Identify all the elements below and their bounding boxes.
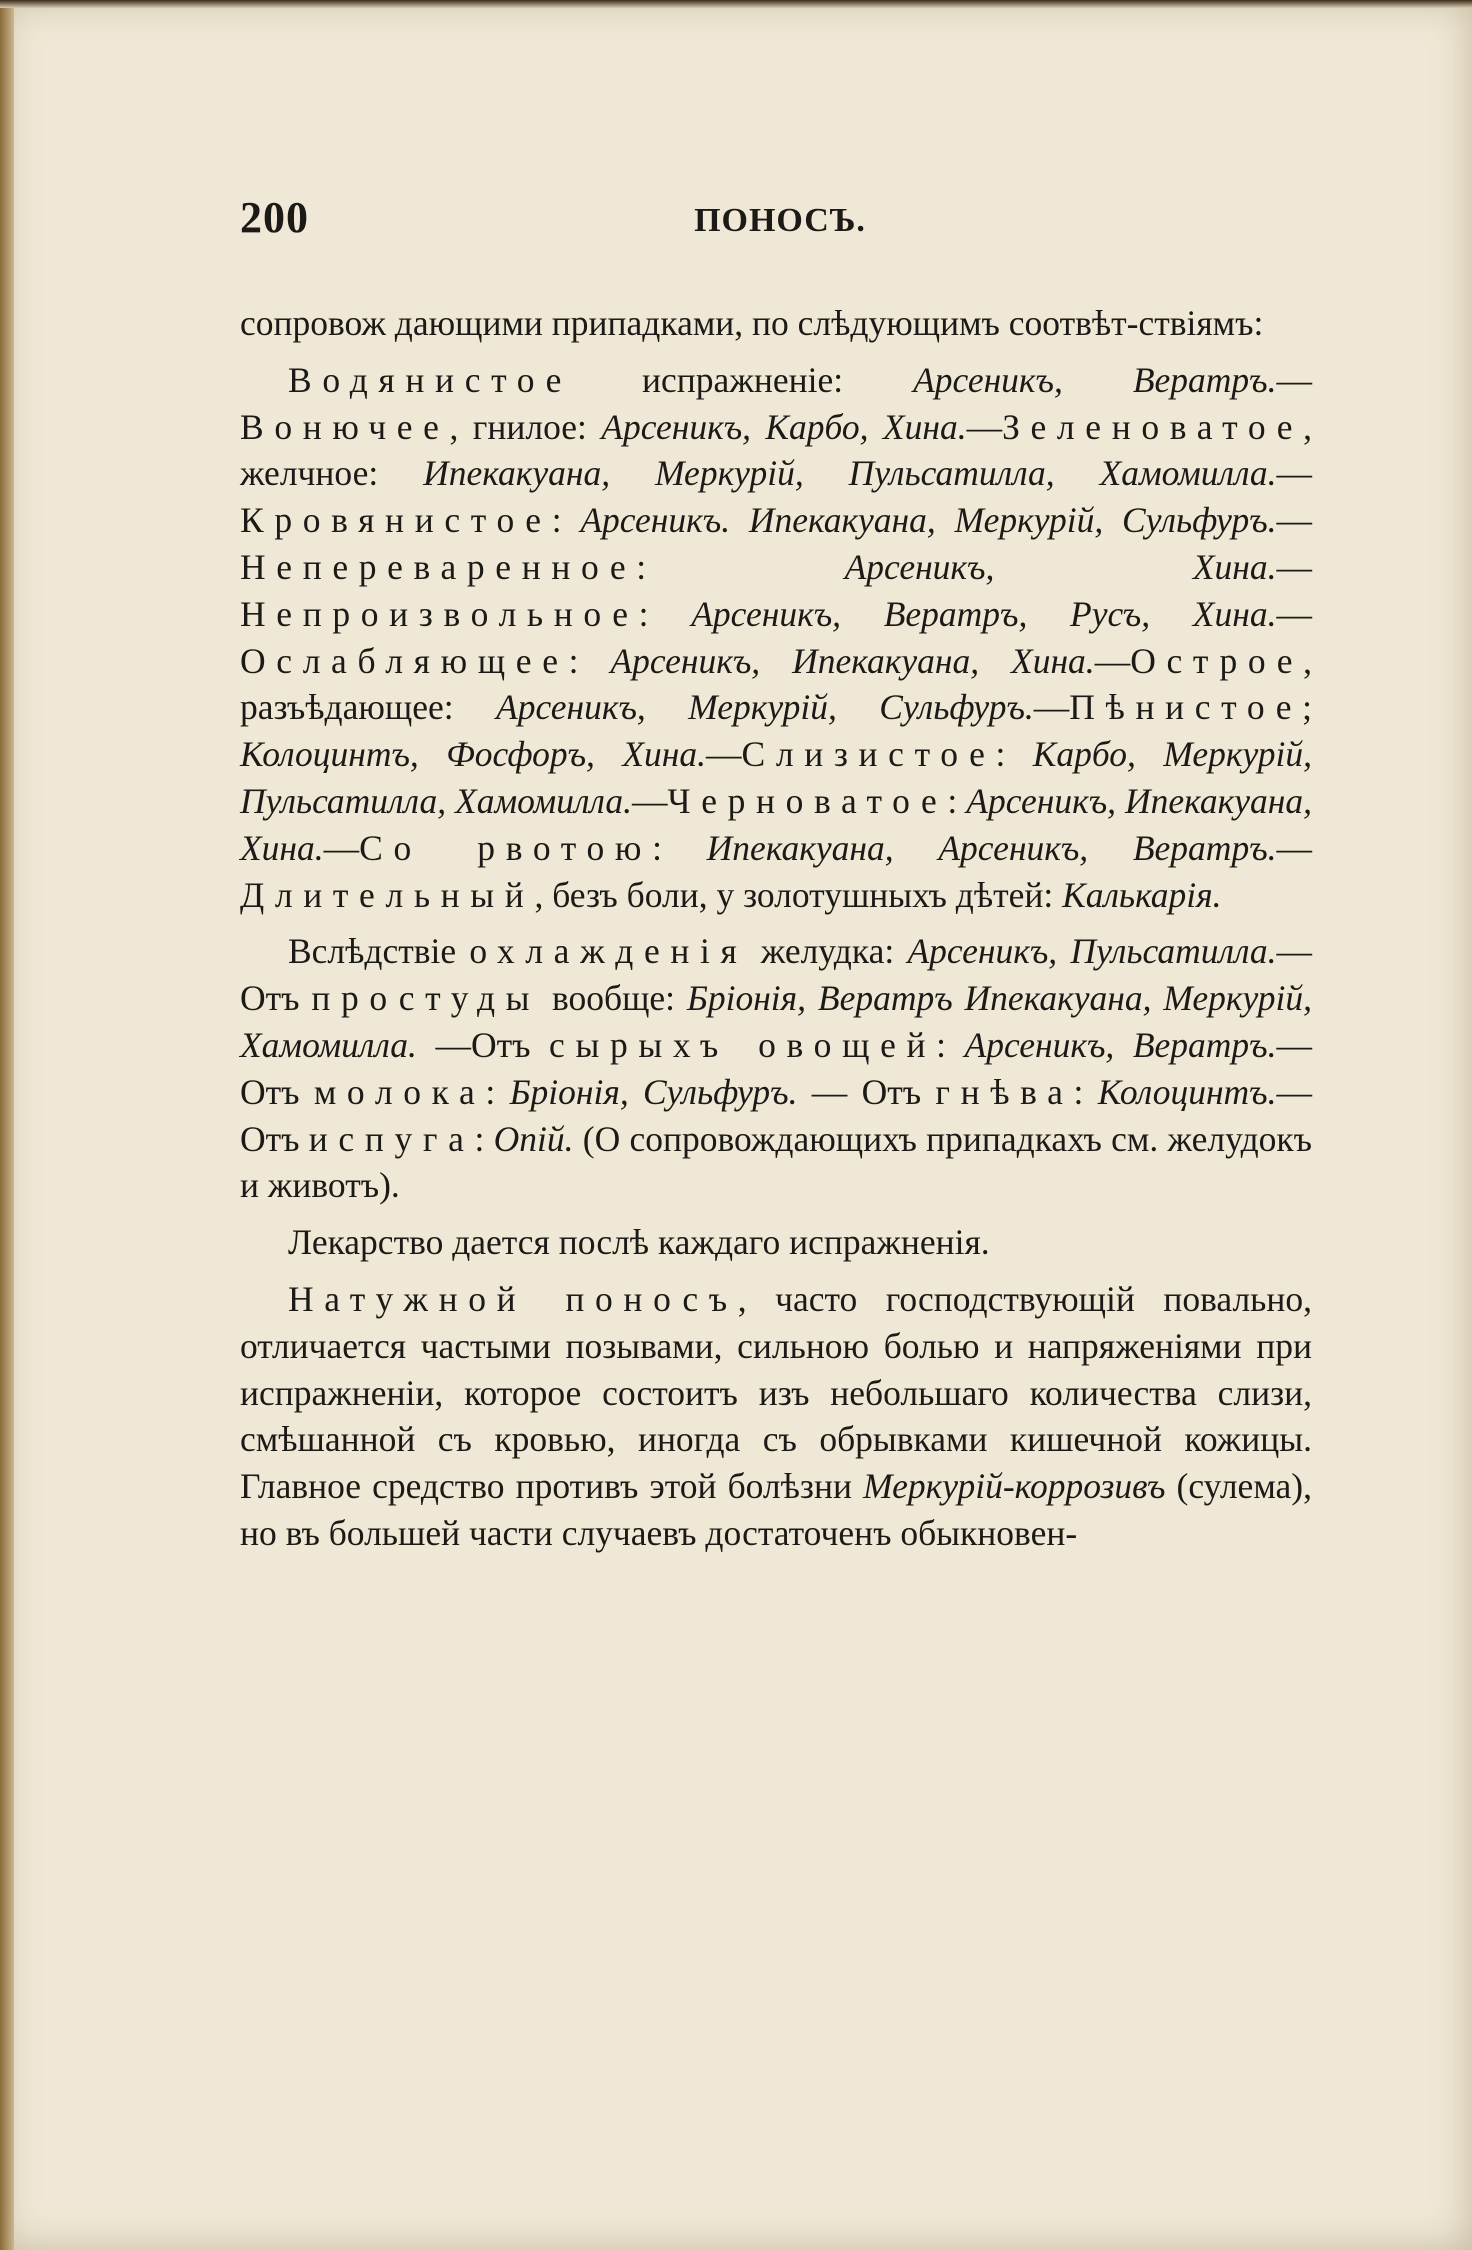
spaced-term: охлажденія — [469, 931, 748, 972]
text-run: — — [323, 827, 360, 868]
remedy-list: Арсеникъ, Вератръ. — [964, 1024, 1277, 1065]
text-run: (О сопровождающихъ припадкахъ см. желудокъ и животъ). — [240, 1118, 1312, 1206]
text-run: — Отъ — [797, 1071, 936, 1112]
text-run: —Отъ — [240, 1024, 1312, 1112]
text-run: желудка: — [747, 931, 908, 972]
spaced-term: Ослабляющее — [240, 640, 569, 681]
page-top-edge — [0, 0, 1472, 8]
remedy-list: Арсеникъ, Меркурій, Сульфуръ. — [496, 687, 1034, 728]
text-run: , безъ боли, у золотушныхъ дѣтей: — [534, 874, 1063, 915]
text-run: Лекарство дается послѣ каждаго испражненія. — [288, 1222, 990, 1263]
page-header — [240, 192, 1320, 252]
remedy-list: Колоцинтъ, Фосфоръ, Хина. — [240, 734, 706, 775]
text-run: : — [995, 734, 1033, 775]
text-run: : — [485, 1071, 510, 1112]
body-text — [240, 300, 1312, 1567]
remedy-list: Арсеникъ. Ипекакуана, Меркурій, Сульфуръ. — [580, 500, 1277, 541]
text-run: Вслѣдствіе — [288, 931, 470, 972]
spaced-term: Слизистое — [741, 734, 996, 775]
page-left-edge — [0, 0, 14, 2250]
text-run: : — [568, 640, 611, 681]
paragraph-1 — [240, 300, 1312, 347]
remedy-list: Карбо, Меркурій, Пульсатилла, Хамомилла. — [240, 734, 1312, 821]
text-run: сопровож дающими припадками, по слѣдующимъ соотвѣт-ствіямъ: — [240, 303, 1264, 343]
text-run: , желчное: — [240, 406, 1312, 494]
remedy-list: Арсеникъ, Ипекакуана, Хина. — [610, 640, 1095, 681]
text-run: : — [474, 1118, 494, 1159]
remedy-list: Арсеникъ, Пульсатилла. — [907, 931, 1277, 972]
text-run: — — [1033, 687, 1070, 728]
spaced-term: Зеленоватое — [1002, 406, 1304, 447]
spaced-term: Со рвотою — [359, 827, 653, 868]
paragraph-2 — [240, 357, 1312, 919]
remedy-list: Опій. — [493, 1118, 574, 1159]
text-run: : — [652, 827, 707, 868]
text-run: , гнилое: — [449, 406, 602, 447]
text-run: —Отъ — [240, 931, 1312, 1019]
text-run: , разъѣдающее: — [240, 640, 1312, 728]
text-run: — — [966, 406, 1003, 447]
text-run: : — [936, 1024, 965, 1065]
text-run: — — [1276, 359, 1312, 400]
remedy-list: Калькарія. — [1062, 874, 1222, 915]
spaced-term: Непроизвольное — [240, 593, 639, 634]
remedy-list: Арсеникъ, Вератръ. — [913, 359, 1277, 400]
text-run: вообще: — [540, 978, 687, 1019]
text-run: — — [706, 734, 742, 775]
spaced-term: испуга — [308, 1118, 475, 1159]
text-run: , часто господствующій повально, отличается частыми позывами, сильною болью и напряженіями при испражненіи, которое состоитъ изъ небольшаго количества слизи, смѣшанной съ кровью, иногда съ обрывками кишечной кожицы. Главное средство противъ этой болѣзни — [240, 1278, 1312, 1507]
text-run: — — [1094, 640, 1131, 681]
remedy-list: Колоцинтъ. — [1097, 1071, 1277, 1112]
spaced-term: Длительный — [240, 874, 535, 915]
paragraph-4 — [240, 1219, 1312, 1266]
text-run: — — [1276, 827, 1312, 868]
text-run: : — [636, 546, 845, 587]
remedy-list: Бріонія, Вератръ Ипекакуана, Меркурій, Хамомилла. — [240, 978, 1312, 1065]
text-run: — — [1276, 453, 1313, 494]
spaced-term: Непереваренное — [240, 546, 637, 587]
text-run: ; — [1302, 687, 1312, 728]
text-run: испражненіе: — [572, 359, 914, 400]
page-number: 200 — [240, 193, 309, 242]
remedy-list: Ипекакуана, Арсеникъ, Вератръ. — [706, 827, 1277, 868]
remedy-list: Арсеникъ, Карбо, Хина. — [601, 406, 967, 447]
spaced-term: Кровянистое — [240, 500, 552, 541]
remedy-list: Арсеникъ, Хина. — [844, 546, 1277, 587]
spaced-term: молока — [313, 1071, 486, 1112]
text-run: — — [631, 780, 668, 821]
text-run: — — [1276, 593, 1312, 634]
text-run: : — [1073, 1071, 1098, 1112]
text-run: — — [1276, 546, 1312, 587]
paragraph-5 — [240, 1276, 1312, 1557]
remedy-list: Арсеникъ, Ипекакуана, Хина. — [240, 780, 1312, 868]
remedy-list: Ипекакуана, Меркурій, Пульсатилла, Хамомилла. — [423, 453, 1277, 494]
spaced-term: Черноватое — [667, 780, 948, 821]
text-run: (сулема), но въ большей части случаевъ достаточенъ обыкновен- — [240, 1466, 1312, 1553]
spaced-term: Пѣнистое — [1069, 687, 1303, 728]
spaced-term: простуды — [311, 978, 541, 1019]
text-run: — — [1276, 500, 1312, 541]
spaced-term: гнѣва — [935, 1071, 1074, 1112]
remedy-list: Бріонія, Сульфуръ. — [509, 1071, 798, 1112]
spaced-term: Натужной поносъ — [288, 1278, 738, 1319]
spaced-term: Острое — [1130, 640, 1304, 681]
remedy-list: Арсеникъ, Вератръ, Русъ, Хина. — [691, 593, 1277, 634]
text-run: : — [551, 500, 581, 541]
text-run: —Отъ — [240, 1071, 1312, 1159]
paragraph-3 — [240, 928, 1312, 1209]
spaced-term: сырыхъ овощей — [549, 1024, 937, 1065]
text-run: —Отъ — [416, 1024, 550, 1065]
remedy-name: Меркурій-коррозивъ — [863, 1466, 1166, 1507]
running-title: ПОНОСЪ. — [694, 202, 866, 239]
spaced-term: Вонючее — [240, 406, 450, 447]
text-run: : — [638, 593, 692, 634]
text-run: : — [947, 780, 967, 821]
spaced-term: Водянистое — [288, 359, 573, 400]
